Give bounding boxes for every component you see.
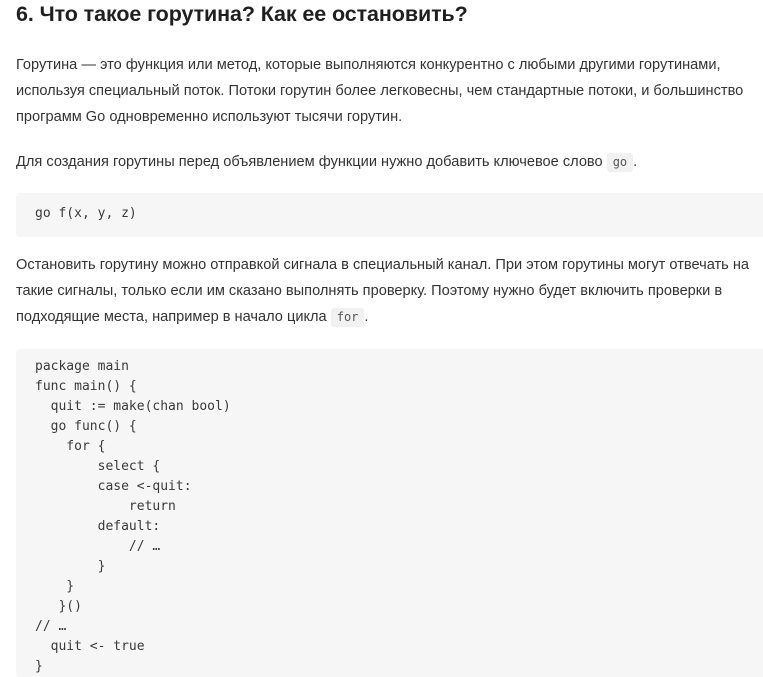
section-heading: 6. Что такое горутина? Как ее остановить? <box>16 2 468 26</box>
code-block-go-call <box>16 193 763 237</box>
paragraph-goroutine-definition: Горутина — это функция или метод, которые выполняются конкурентно с любыми другими горутинами, используя специальный поток. Потоки горутин более легковесны, чем стандартные потоки, и большинство программ Go одновременно используют тысячи горутин. <box>16 57 744 125</box>
paragraph-end: . <box>633 154 638 170</box>
inline-code-go: go <box>607 153 633 172</box>
code-block-quit-example <box>16 349 763 677</box>
code-line: quit := make(chan bool) <box>35 399 231 414</box>
code-line: default: <box>35 519 161 534</box>
paragraph-text: Остановить горутину можно отправкой сигнала в специальный канал. При этом горутины могут отвечать на такие сигналы, только если им сказано выполнять проверку. Поэтому нужно будет включить проверки в подходящие места, например в начало цикла <box>16 257 750 325</box>
code-line: } <box>35 579 75 594</box>
code-line: quit <- true <box>35 639 145 654</box>
code-line: // … <box>35 619 67 634</box>
paragraph-goroutine-stop <box>16 252 756 330</box>
code-line: package main <box>35 359 129 374</box>
code-line: go f(x, y, z) <box>35 206 137 221</box>
code-line: select { <box>35 459 161 474</box>
code-line: case <-quit: <box>35 479 192 494</box>
code-line: func main() { <box>35 379 137 394</box>
code-line: } <box>35 659 43 674</box>
code-line: } <box>35 559 106 574</box>
paragraph-goroutine-creation <box>16 149 756 175</box>
inline-code-for: for <box>331 308 365 327</box>
code-line: }() <box>35 599 82 614</box>
code-line: return <box>35 499 176 514</box>
code-line: for { <box>35 439 106 454</box>
paragraph-end: . <box>364 309 369 325</box>
code-line: // … <box>35 539 161 554</box>
paragraph-text: Для создания горутины перед объявлением функции нужно добавить ключевое слово <box>16 154 607 170</box>
code-line: go func() { <box>35 419 137 434</box>
